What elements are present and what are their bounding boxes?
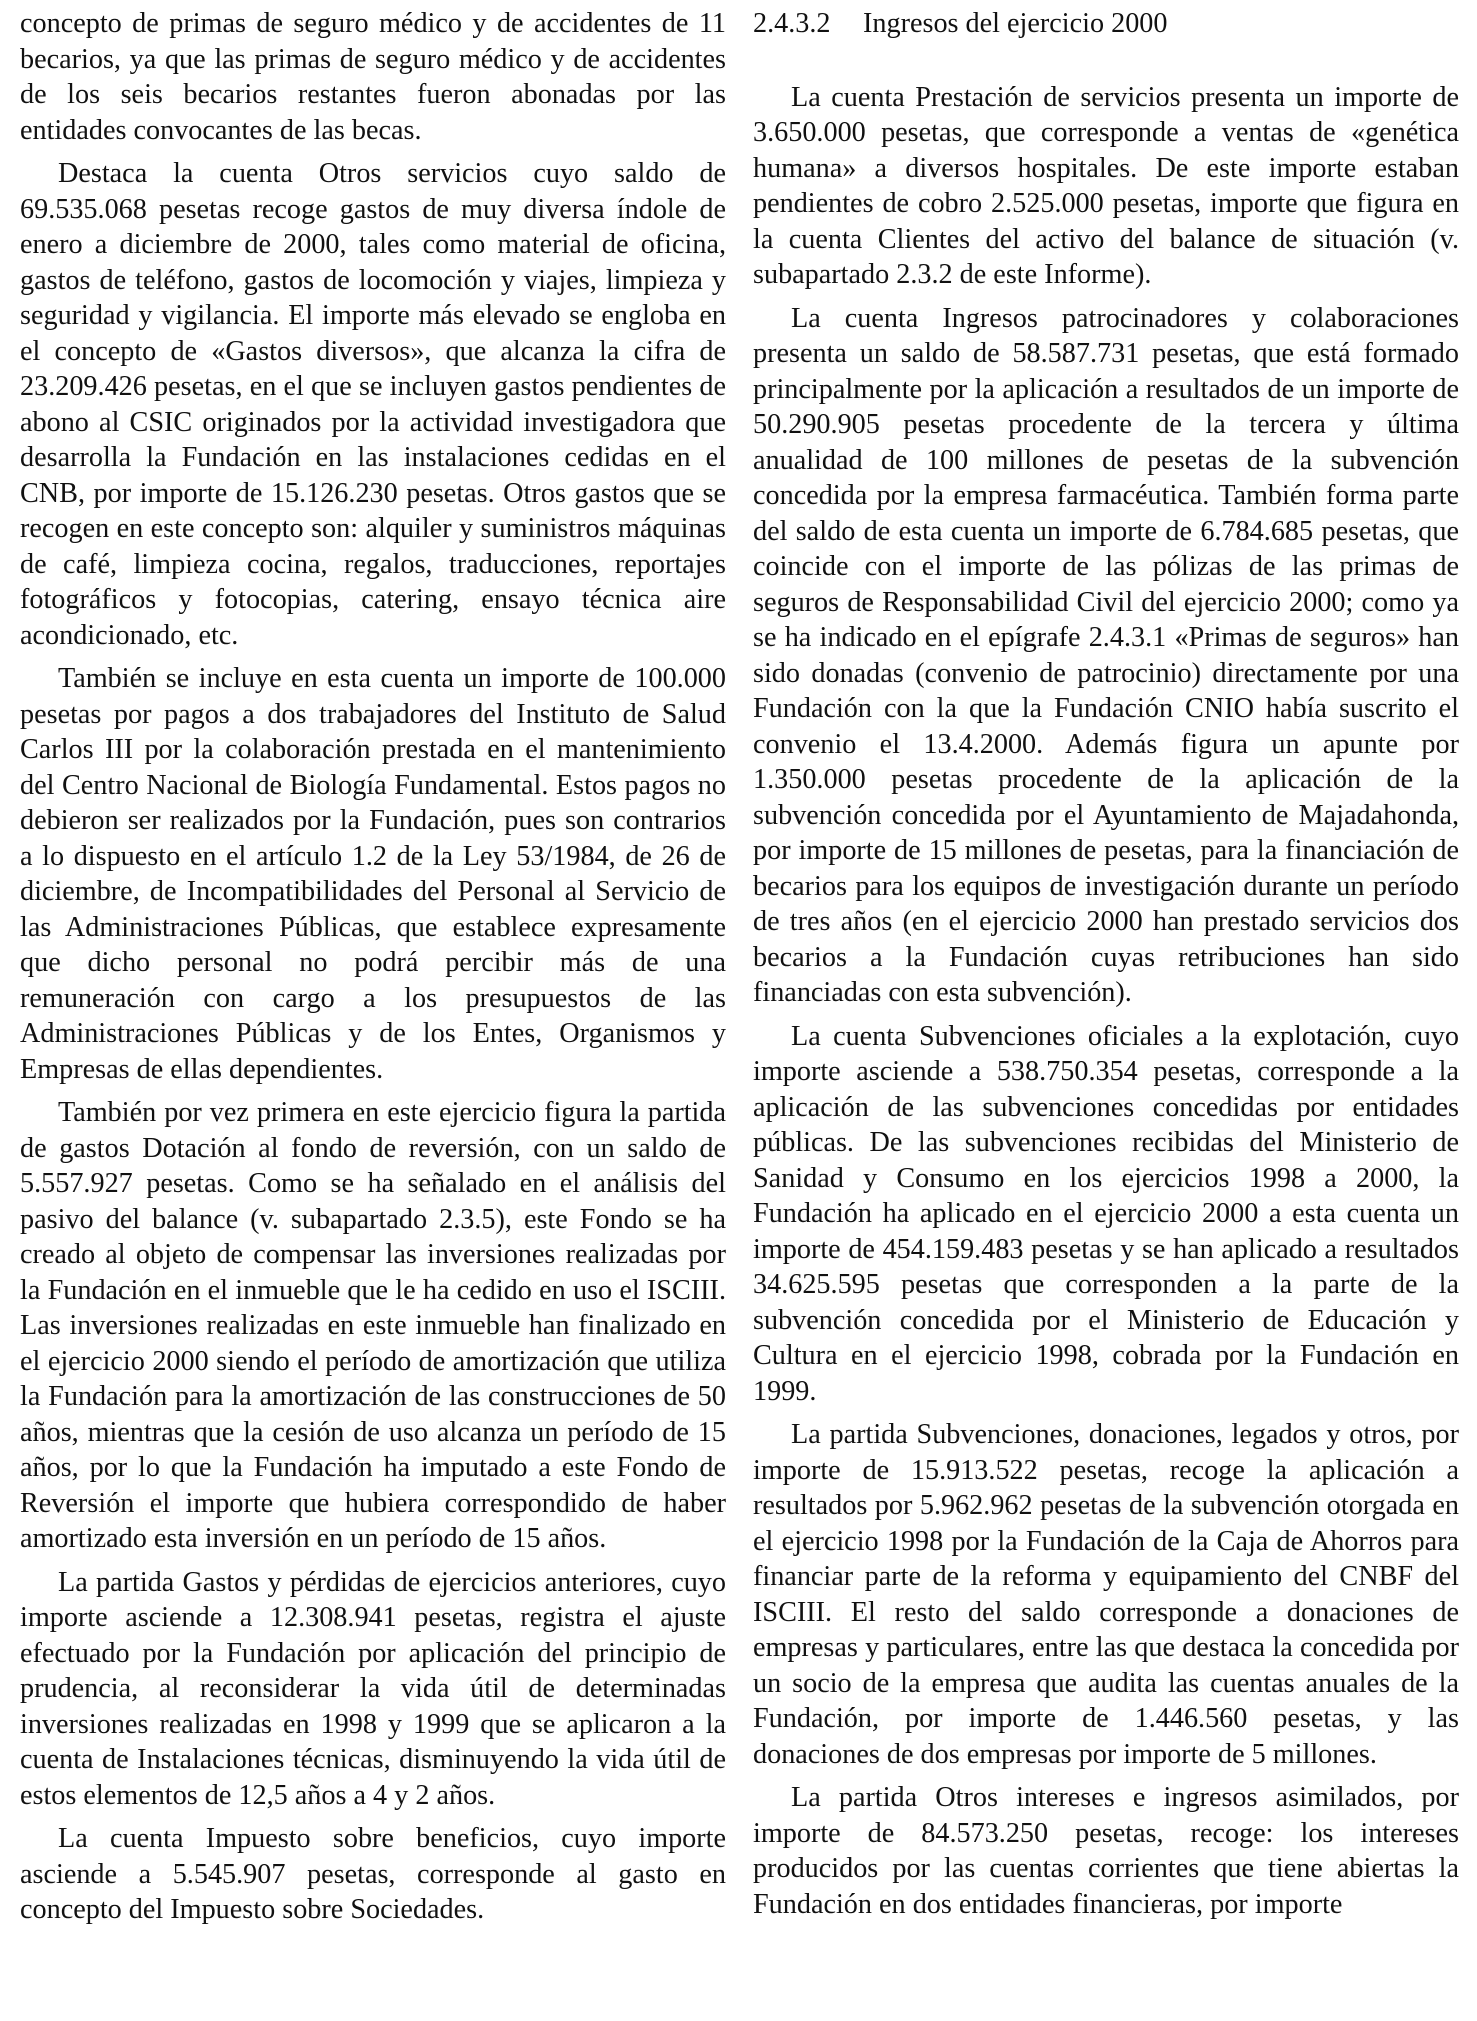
paragraph: También se incluye en esta cuenta un importe de 100.000 pesetas por pagos a dos trabajadores del Instituto de Salud Carlos III por la colaboración prestada en el mantenimiento del Centro Nacional de Biología Fundamental. Estos pagos no debieron ser realizados por la Fundación, pues son contrarios a lo dispuesto en el artículo 1.2 de la Ley 53/1984, de 26 de diciembre, de Incompatibilidades del Personal al Servicio de las Administraciones Públicas, que establece expresamente que dicho personal no podrá percibir más de una remuneración con cargo a los presupuestos de las Administraciones Públicas y de los Entes, Organismos y Empresas de ellas dependientes. <box>20 663 726 1085</box>
right-column <box>753 6 1459 1922</box>
paragraph: La partida Otros intereses e ingresos asimilados, por importe de 84.573.250 pesetas, recoge: los intereses producidos por las cuentas corrientes que tiene abiertas la Fundación en dos entidades financieras, por importe <box>753 1782 1459 1920</box>
paragraph: También por vez primera en este ejercicio figura la partida de gastos Dotación al fondo de reversión, con un saldo de 5.557.927 pesetas. Como se ha señalado en el análisis del pasivo del balance (v. subapartado 2.3.5), este Fondo se ha creado al objeto de compensar las inversiones realizadas por la Fundación en el inmueble que le ha cedido en uso el ISCIII. Las inversiones realizadas en este inmueble han finalizado en el ejercicio 2000 siendo el período de amortización que utiliza la Fundación para la amortización de las construcciones de 50 años, mientras que la cesión de uso alcanza un período de 15 años, por lo que la Fundación ha imputado a este Fondo de Reversión el importe que hubiera correspondido de haber amortizado esta inversión en un período de 15 años. <box>20 1097 726 1554</box>
section-heading <box>753 6 1459 42</box>
paragraph: La cuenta Impuesto sobre beneficios, cuyo importe asciende a 5.545.907 pesetas, corresponde al gasto en concepto del Impuesto sobre Sociedades. <box>20 1823 726 1925</box>
paragraph: concepto de primas de seguro médico y de accidentes de 11 becarios, ya que las primas de seguro médico y de accidentes de los seis becarios restantes fueron abonadas por las entidades convocantes de las becas. <box>20 8 726 146</box>
section-number: 2.4.3.2 <box>753 8 831 39</box>
left-column <box>20 6 726 1928</box>
paragraph: Destaca la cuenta Otros servicios cuyo saldo de 69.535.068 pesetas recoge gastos de muy diversa índole de enero a diciembre de 2000, tales como material de oficina, gastos de teléfono, gastos de locomoción y viajes, limpieza y seguridad y vigilancia. El importe más elevado se engloba en el concepto de «Gastos diversos», que alcanza la cifra de 23.209.426 pesetas, en el que se incluyen gastos pendientes de abono al CSIC originados por la actividad investigadora que desarrolla la Fundación en las instalaciones cedidas en el CNB, por importe de 15.126.230 pesetas. Otros gastos que se recogen en este concepto son: alquiler y suministros máquinas de café, limpieza cocina, regalos, traducciones, reportajes fotográficos y fotocopias, catering, ensayo técnica aire acondicionado, etc. <box>20 158 726 651</box>
paragraph: La partida Gastos y pérdidas de ejercicios anteriores, cuyo importe asciende a 12.308.941 pesetas, registra el ajuste efectuado por la Fundación por aplicación del principio de prudencia, al reconsiderar la vida útil de determinadas inversiones realizadas en 1998 y 1999 que se aplicaron a la cuenta de Instalaciones técnicas, disminuyendo la vida útil de estos elementos de 12,5 años a 4 y 2 años. <box>20 1566 726 1811</box>
paragraph: La cuenta Ingresos patrocinadores y colaboraciones presenta un saldo de 58.587.731 pesetas, que está formado principalmente por la aplicación a resultados de un importe de 50.290.905 pesetas procedente de la tercera y última anualidad de 100 millones de pesetas de la subvención concedida por la empresa farmacéutica. También forma parte del saldo de esta cuenta un importe de 6.784.685 pesetas, que coincide con el importe de las pólizas de las primas de seguros de Responsabilidad Civil del ejercicio 2000; como ya se ha indicado en el epígrafe 2.4.3.1 «Primas de seguros» han sido donadas (convenio de patrocinio) directamente por una Fundación con la que la Fundación CNIO había suscrito el convenio el 13.4.2000. Además figura un apunte por 1.350.000 pesetas procedente de la aplicación de la subvención concedida por el Ayuntamiento de Majadahonda, por importe de 15 millones de pesetas, para la financiación de becarios para los equipos de investigación durante un período de tres años (en el ejercicio 2000 han prestado servicios dos becarios a la Fundación cuyas retribuciones han sido financiadas con esta subvención). <box>753 302 1459 1008</box>
paragraph: La partida Subvenciones, donaciones, legados y otros, por importe de 15.913.522 pesetas, recoge la aplicación a resultados por 5.962.962 pesetas de la subvención otorgada en el ejercicio 1998 por la Fundación de la Caja de Ahorros para financiar parte de la reforma y equipamiento del CNBF del ISCIII. El resto del saldo corresponde a donaciones de empresas y particulares, entre las que destaca la concedida por un socio de la empresa que audita las cuentas anuales de la Fundación, por importe de 1.446.560 pesetas, y las donaciones de dos empresas por importe de 5 millones. <box>753 1419 1459 1770</box>
paragraph: La cuenta Subvenciones oficiales a la explotación, cuyo importe asciende a 538.750.354 pesetas, corresponde a la aplicación de las subvenciones concedidas por entidades públicas. De las subvenciones recibidas del Ministerio de Sanidad y Consumo en los ejercicios 1998 a 2000, la Fundación ha aplicado en el ejercicio 2000 a esta cuenta un importe de 454.159.483 pesetas y se han aplicado a resultados 34.625.595 pesetas que corresponden a la parte de la subvención concedida por el Ministerio de Educación y Cultura en el ejercicio 1998, cobrada por la Fundación en 1999. <box>753 1020 1459 1407</box>
paragraph: La cuenta Prestación de servicios presenta un importe de 3.650.000 pesetas, que corresponde a ventas de «genética humana» a diversos hospitales. De este importe estaban pendientes de cobro 2.525.000 pesetas, importe que figura en la cuenta Clientes del activo del balance de situación (v. subapartado 2.3.2 de este Informe). <box>753 81 1459 290</box>
section-title: Ingresos del ejercicio 2000 <box>863 8 1168 39</box>
